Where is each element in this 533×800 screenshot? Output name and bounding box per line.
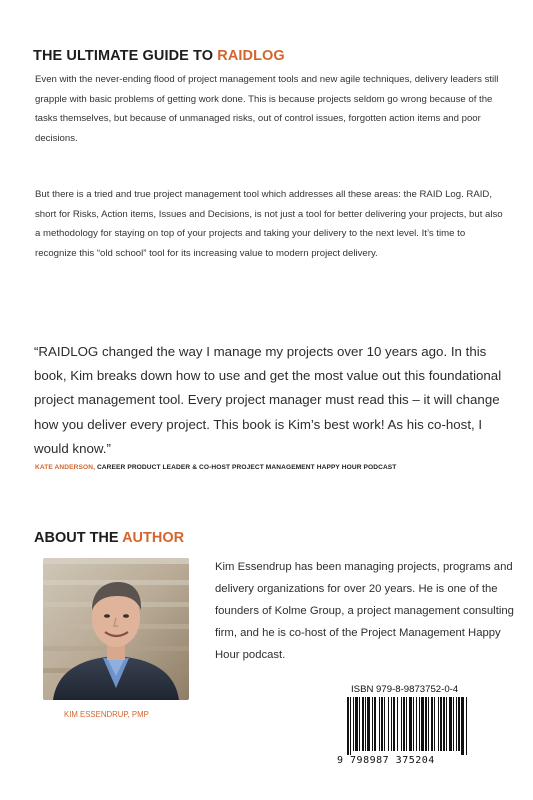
author-bio: Kim Essendrup has been managing projects, programs and delivery organizations for over 20 years. He is one of the founders of Kolme Group, a project management consulting firm, and he is co-host of the Project Management Happy Hour podcast. [215,561,514,661]
guide-title [33,48,285,64]
author-photo-caption: KIM ESSENDRUP, PMP [64,710,149,719]
barcode-number: 9 798987 375204 [337,755,435,766]
intro-paragraph-1: Even with the never-ending flood of project management tools and new agile techniques, delivery leaders still grapple with basic problems of getting work done. This is because projects seldom go wrong because of the tasks themselves, but because of unmanaged risks, out of control issues, forgotten action items and poor decisions. [35,74,499,144]
about-title-accent: AUTHOR [122,530,185,546]
about-title-prefix: ABOUT THE [34,530,123,546]
intro-paragraph-2: But there is a tried and true project management tool which addresses all these areas: the RAID Log. RAID, short for Risks, Action items, Issues and Decisions, is not just a tool for better delivering your projects, but also a methodology for staying on top of your projects and taking your delivery to the next level. It’s time to recognize this “old school” tool for its increasing value to modern project delivery. [35,189,503,259]
guide-title-accent: RAIDLOG [217,48,285,64]
guide-title-prefix: THE ULTIMATE GUIDE TO [33,48,218,64]
testimonial-role: CAREER PRODUCT LEADER & CO-HOST PROJECT MANAGEMENT HAPPY HOUR PODCAST [95,464,397,471]
author-photo [43,558,189,700]
isbn-label: ISBN 979-8-9873752-0-4 [351,684,459,695]
testimonial-name: KATE ANDERSON, [35,464,96,471]
testimonial-attribution [35,464,396,471]
testimonial-quote: “RAIDLOG changed the way I manage my projects over 10 years ago. In this book, Kim breaks down how to use and get the most value out this foundational project management tool. Every project manager must read this – it will change how you deliver every project. This book is Kim’s best work! As his co-host, I would know.” [34,344,502,456]
about-title [34,530,184,546]
